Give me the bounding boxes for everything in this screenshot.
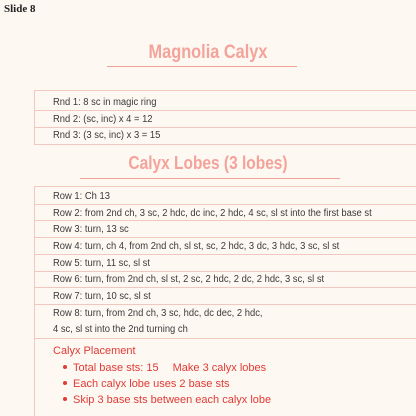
lobe-row-8: Row 8: turn, from 2nd ch, 3 sc, hdc, dc dec, 2 hdc, — [53, 308, 263, 319]
bullet-dot-icon — [63, 397, 67, 401]
divider-line — [34, 254, 416, 255]
bullet-dot-icon — [63, 381, 67, 385]
divider-line — [34, 204, 416, 205]
title-underline — [80, 178, 340, 179]
bullet-dot-icon — [63, 365, 67, 369]
divider-line — [34, 271, 416, 272]
lobe-row-1: Row 1: Ch 13 — [53, 191, 110, 202]
lobe-row-3: Row 3: turn, 13 sc — [53, 224, 129, 235]
divider-line — [34, 338, 416, 339]
lobe-row-6: Row 6: turn, from 2nd ch, sl st, 2 sc, 2 hdc, 2 dc, 2 hdc, 3 sc, sl st — [53, 274, 325, 285]
round-row-1: Rnd 1: 8 sc in magic ring — [53, 97, 157, 108]
divider-line — [34, 220, 416, 221]
calyx-placement-title: Calyx Placement — [53, 345, 136, 357]
bullet-text: Make 3 calyx lobes — [172, 362, 267, 374]
section-title-calyx-lobes: Calyx Lobes (3 lobes) — [128, 153, 288, 173]
divider-line — [34, 237, 416, 238]
placement-bullet-2 — [63, 378, 230, 390]
round-row-3: Rnd 3: (3 sc, inc) x 3 = 15 — [53, 130, 161, 141]
divider-line — [34, 186, 416, 187]
section-left-border — [34, 90, 35, 145]
section-title-magnolia-calyx: Magnolia Calyx — [148, 42, 268, 63]
lobe-row-7: Row 7: turn, 10 sc, sl st — [53, 291, 151, 302]
slide-label: Slide 8 — [4, 3, 36, 15]
divider-line — [34, 110, 416, 111]
bullet-text: Total base sts: 15 — [73, 362, 159, 374]
round-row-2: Rnd 2: (sc, inc) x 4 = 12 — [53, 114, 153, 125]
divider-line — [34, 90, 416, 91]
lobe-row-4: Row 4: turn, ch 4, from 2nd ch, sl st, sc, 2 hdc, 3 dc, 3 hdc, 3 sc, sl st — [53, 241, 340, 252]
bullet-text: Skip 3 base sts between each calyx lobe — [73, 394, 272, 406]
placement-bullet-1 — [63, 362, 266, 374]
divider-line — [34, 287, 416, 288]
bullet-text: Each calyx lobe uses 2 base sts — [73, 378, 230, 390]
divider-line — [34, 144, 416, 145]
lobe-row-2: Row 2: from 2nd ch, 3 sc, 2 hdc, dc inc, 2 hdc, 4 sc, sl st into the first base st — [53, 208, 372, 219]
divider-line — [34, 304, 416, 305]
placement-bullet-3 — [63, 394, 271, 406]
lobe-row-8-continued: 4 sc, sl st into the 2nd turning ch — [53, 324, 188, 335]
title-underline — [107, 66, 297, 67]
divider-line — [34, 127, 416, 128]
lobe-row-5: Row 5: turn, 11 sc, sl st — [53, 258, 150, 269]
